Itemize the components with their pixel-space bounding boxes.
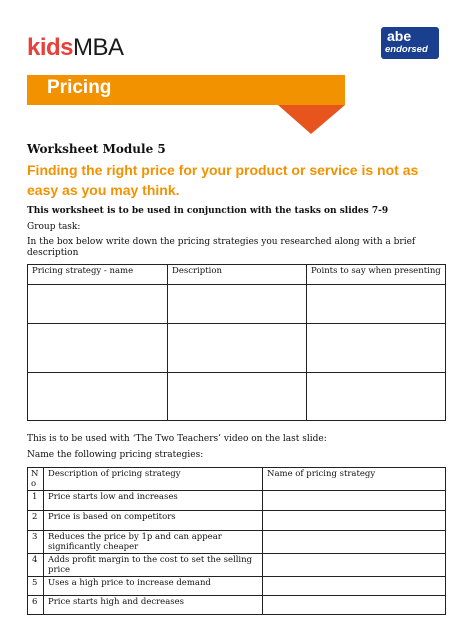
input-cell[interactable] (307, 324, 446, 373)
video-note: This is to be used with ‘The Two Teachers’ video on the last slide: (27, 434, 327, 444)
header-cell: Points to say when presenting (307, 265, 446, 285)
logo-mba-text: MBA (73, 34, 124, 61)
answer-cell[interactable] (263, 511, 446, 531)
answer-cell[interactable] (263, 596, 446, 615)
banner-arrow (278, 105, 345, 134)
header-cell: N o (28, 468, 44, 491)
input-cell[interactable] (168, 285, 307, 324)
answer-cell[interactable] (263, 531, 446, 554)
answer-cell[interactable] (263, 491, 446, 511)
abe-logo-text: abe (387, 28, 412, 44)
row-number: 5 (28, 577, 44, 596)
strategies-table (27, 264, 446, 421)
table-row (28, 373, 446, 421)
table-header-row (28, 265, 446, 285)
row-number: 3 (28, 531, 44, 554)
banner-title: Pricing (47, 77, 112, 98)
logo-kids-text: kids (27, 34, 74, 61)
input-cell[interactable] (307, 373, 446, 421)
row-description: Price is based on competitors (44, 511, 263, 531)
input-cell[interactable] (168, 324, 307, 373)
table-row (28, 577, 446, 596)
header-cell: Description of pricing strategy (44, 468, 263, 491)
header-cell: Name of pricing strategy (263, 468, 446, 491)
name-strategies-table (27, 467, 446, 615)
row-number: 6 (28, 596, 44, 615)
input-cell[interactable] (168, 373, 307, 421)
pricing-banner (27, 75, 345, 105)
table-row (28, 491, 446, 511)
row-number: 4 (28, 554, 44, 577)
group-task-label: Group task: (27, 222, 81, 232)
answer-cell[interactable] (263, 577, 446, 596)
row-description: Uses a high price to increase demand (44, 577, 263, 596)
header-cell: Description (168, 265, 307, 285)
abe-endorsed-text: endorsed (385, 44, 428, 55)
table-row (28, 531, 446, 554)
name-following-text: Name the following pricing strategies: (27, 450, 204, 460)
row-number: 1 (28, 491, 44, 511)
row-description: Price starts low and increases (44, 491, 263, 511)
row-number: 2 (28, 511, 44, 531)
row-description: Reduces the price by 1p and can appear significantly cheaper (44, 531, 263, 554)
module-title: Worksheet Module 5 (27, 142, 166, 156)
row-description: Adds profit margin to the cost to set the selling price (44, 554, 263, 577)
table-row (28, 511, 446, 531)
instruction-text: In the box below write down the pricing strategies you researched along with a brief description (27, 237, 416, 258)
kidsmba-logo (27, 34, 124, 62)
table-row (28, 324, 446, 373)
table-row (28, 554, 446, 577)
header-cell: Pricing strategy - name (28, 265, 168, 285)
table-row (28, 285, 446, 324)
input-cell[interactable] (28, 373, 168, 421)
headline: Finding the right price for your product or service is not as easy as you may think. (27, 162, 419, 198)
table-header-row (28, 468, 446, 491)
table-row (28, 596, 446, 615)
row-description: Price starts high and decreases (44, 596, 263, 615)
answer-cell[interactable] (263, 554, 446, 577)
input-cell[interactable] (28, 285, 168, 324)
intro-text: This worksheet is to be used in conjunction with the tasks on slides 7-9 (27, 206, 389, 216)
input-cell[interactable] (307, 285, 446, 324)
input-cell[interactable] (28, 324, 168, 373)
abe-endorsed-logo (381, 27, 439, 59)
